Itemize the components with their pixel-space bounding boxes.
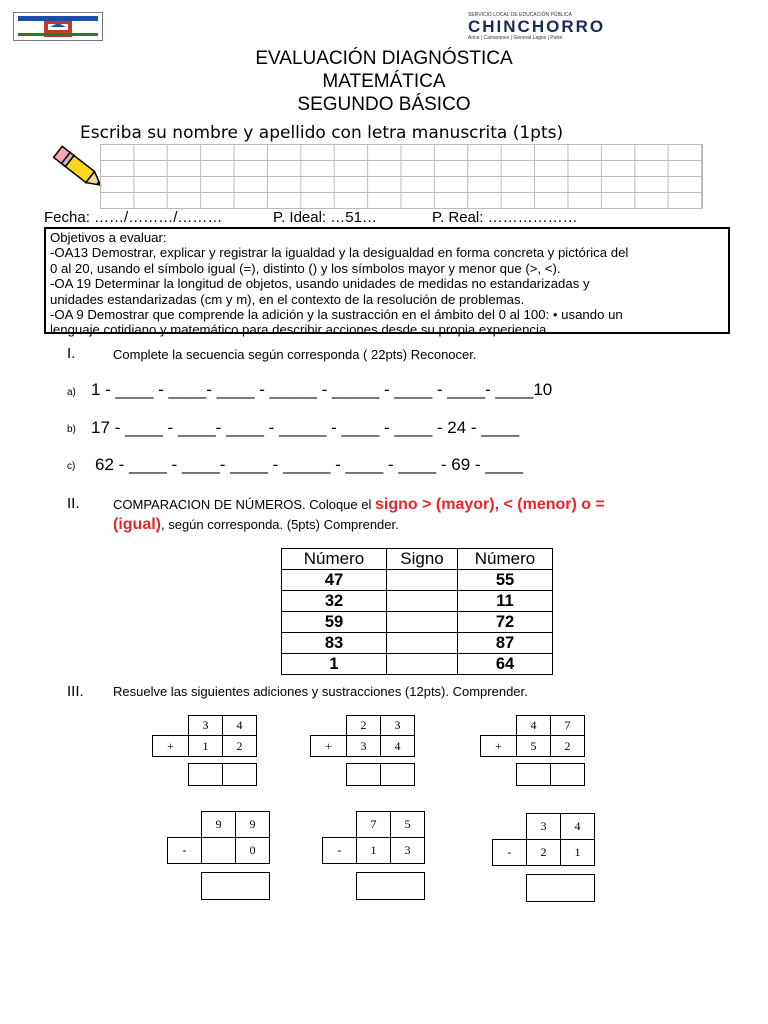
objective-line: lenguaje cotidiano y matemático para describir acciones desde su propia experiencia <box>50 322 547 338</box>
answer-box[interactable] <box>201 872 270 900</box>
title-line-1: EVALUACIÓN DIAGNÓSTICA <box>255 48 513 69</box>
answer-cell[interactable] <box>516 763 551 786</box>
sequence-a[interactable]: 1 - ____ - ____- ____ - _____ - _____ - ____ - ____- ____10 <box>91 380 553 399</box>
digit-cell: 1 <box>356 837 391 864</box>
answer-cell[interactable] <box>346 763 381 786</box>
operator-cell: - <box>167 837 202 864</box>
operator-cell: + <box>310 735 347 757</box>
column-header: Número <box>282 549 387 570</box>
digit-cell: 2 <box>222 735 257 757</box>
sequence-letter: b) <box>67 424 76 435</box>
sequence-b[interactable]: 17 - ____ - ____- ____ - _____ - ____ - ____ - 24 - ____ <box>91 418 520 437</box>
answer-cell[interactable] <box>380 763 415 786</box>
section-3-numeral: III. <box>67 683 84 700</box>
digit-cell: 2 <box>346 715 381 736</box>
addition-problem <box>480 715 586 787</box>
objective-line: 0 al 20, usando el símbolo igual (=), distinto () y los símbolos mayor y menor que (>, <). <box>50 260 561 276</box>
section-2-numeral: II. <box>67 495 80 512</box>
digit-cell: 1 <box>188 735 223 757</box>
digit-cell: 3 <box>380 715 415 736</box>
section-1-numeral: I. <box>67 345 76 362</box>
operator-cell: - <box>322 837 357 864</box>
subtraction-problem <box>167 811 271 901</box>
objectives-heading: Objetivos a evaluar: <box>50 230 167 245</box>
digit-cell: 2 <box>526 839 561 866</box>
subtraction-problem <box>322 811 426 901</box>
number-right: 72 <box>458 612 553 633</box>
digit-cell: 3 <box>346 735 381 757</box>
objective-line: -OA 9 Demostrar que comprende la adición y la sustracción en el ámbito del 0 al 100: • usando un <box>50 307 623 323</box>
chinchorro-logo <box>466 12 726 40</box>
operator-cell: + <box>480 735 517 757</box>
digit-cell: 4 <box>560 813 595 840</box>
answer-cell[interactable] <box>222 763 257 786</box>
instruction-text: , según corresponda. (5pts) Comprender. <box>161 517 399 532</box>
school-logo <box>13 12 103 41</box>
number-left: 47 <box>282 570 387 591</box>
objectives-box <box>44 227 730 338</box>
digit-cell: 2 <box>550 735 585 757</box>
number-right: 55 <box>458 570 553 591</box>
handwriting-grid[interactable] <box>100 144 703 209</box>
digit-cell: 1 <box>560 839 595 866</box>
sequence-letter: a) <box>67 387 76 398</box>
addition-problem <box>152 715 258 787</box>
sign-cell[interactable] <box>387 591 458 612</box>
sign-cell[interactable] <box>387 612 458 633</box>
number-right: 87 <box>458 633 553 654</box>
digit-cell: 9 <box>201 811 236 838</box>
real-score-field[interactable]: P. Real: ……………… <box>432 209 578 226</box>
sequence-c[interactable]: 62 - ____ - ____- ____ - _____ - ____ - ____ - 69 - ____ <box>95 455 524 474</box>
table-row <box>282 633 553 654</box>
digit-cell: 4 <box>380 735 415 757</box>
operator-cell: + <box>152 735 189 757</box>
operator-cell: - <box>492 839 527 866</box>
digit-cell: 9 <box>235 811 270 838</box>
number-left: 1 <box>282 654 387 675</box>
objective-line: -OA13 Demostrar, explicar y registrar la igualdad y la desigualdad en forma concreta y pictórica del <box>50 245 629 261</box>
column-header: Número <box>458 549 553 570</box>
sign-cell[interactable] <box>387 654 458 675</box>
comparison-table <box>281 548 553 675</box>
subtraction-problem <box>492 813 596 903</box>
objective-line: -OA 19 Determinar la longitud de objetos, usando unidades de medidas no estandarizadas y <box>50 276 590 292</box>
digit-cell <box>201 837 236 864</box>
section-1-instruction: Complete la secuencia según corresponda ( 22pts) Reconocer. <box>113 347 477 362</box>
digit-cell: 7 <box>550 715 585 736</box>
answer-cell[interactable] <box>188 763 223 786</box>
logo-caption: SERVICIO LOCAL DE EDUCACIÓN PÚBLICA <box>468 12 572 18</box>
sign-cell[interactable] <box>387 633 458 654</box>
title-line-3: SEGUNDO BÁSICO <box>297 94 471 115</box>
number-right: 11 <box>458 591 553 612</box>
digit-cell: 7 <box>356 811 391 838</box>
digit-cell: 3 <box>526 813 561 840</box>
column-header: Signo <box>387 549 458 570</box>
instruction-red-1: signo > (mayor), < (menor) o = <box>375 496 605 513</box>
answer-cell[interactable] <box>550 763 585 786</box>
answer-box[interactable] <box>526 874 595 902</box>
name-prompt: Escriba su nombre y apellido con letra manuscrita (1pts) <box>80 123 564 143</box>
table-row <box>282 591 553 612</box>
digit-cell: 4 <box>222 715 257 736</box>
title-line-2: MATEMÁTICA <box>322 71 446 92</box>
table-row <box>282 570 553 591</box>
sign-cell[interactable] <box>387 570 458 591</box>
number-left: 59 <box>282 612 387 633</box>
digit-cell: 4 <box>516 715 551 736</box>
table-row <box>282 654 553 675</box>
sequence-letter: c) <box>67 461 76 472</box>
answer-box[interactable] <box>356 872 425 900</box>
logo-subtitle: Arica | Camarones | General Lagos | Putre <box>468 35 563 41</box>
school-emblem-icon <box>14 13 102 40</box>
addition-problem <box>310 715 416 787</box>
logo-brand: CHINCHORRO <box>468 17 606 36</box>
ideal-score: P. Ideal: …51… <box>273 209 377 226</box>
number-left: 32 <box>282 591 387 612</box>
digit-cell: 3 <box>390 837 425 864</box>
digit-cell: 0 <box>235 837 270 864</box>
section-3-instruction: Resuelve las siguientes adiciones y sustracciones (12pts). Comprender. <box>113 684 528 699</box>
instruction-red-2: (igual) <box>113 516 161 533</box>
digit-cell: 3 <box>188 715 223 736</box>
table-header-row <box>282 549 553 570</box>
number-right: 64 <box>458 654 553 675</box>
table-row <box>282 612 553 633</box>
digit-cell: 5 <box>516 735 551 757</box>
number-left: 83 <box>282 633 387 654</box>
objective-line: unidades estandarizadas (cm y m), en el contexto de la resolución de problemas. <box>50 291 525 307</box>
section-2-instruction <box>113 495 723 535</box>
digit-cell: 5 <box>390 811 425 838</box>
instruction-text: COMPARACION DE NÚMEROS. Coloque el <box>113 497 375 512</box>
date-field[interactable]: Fecha: ……/………/……… <box>44 209 223 226</box>
